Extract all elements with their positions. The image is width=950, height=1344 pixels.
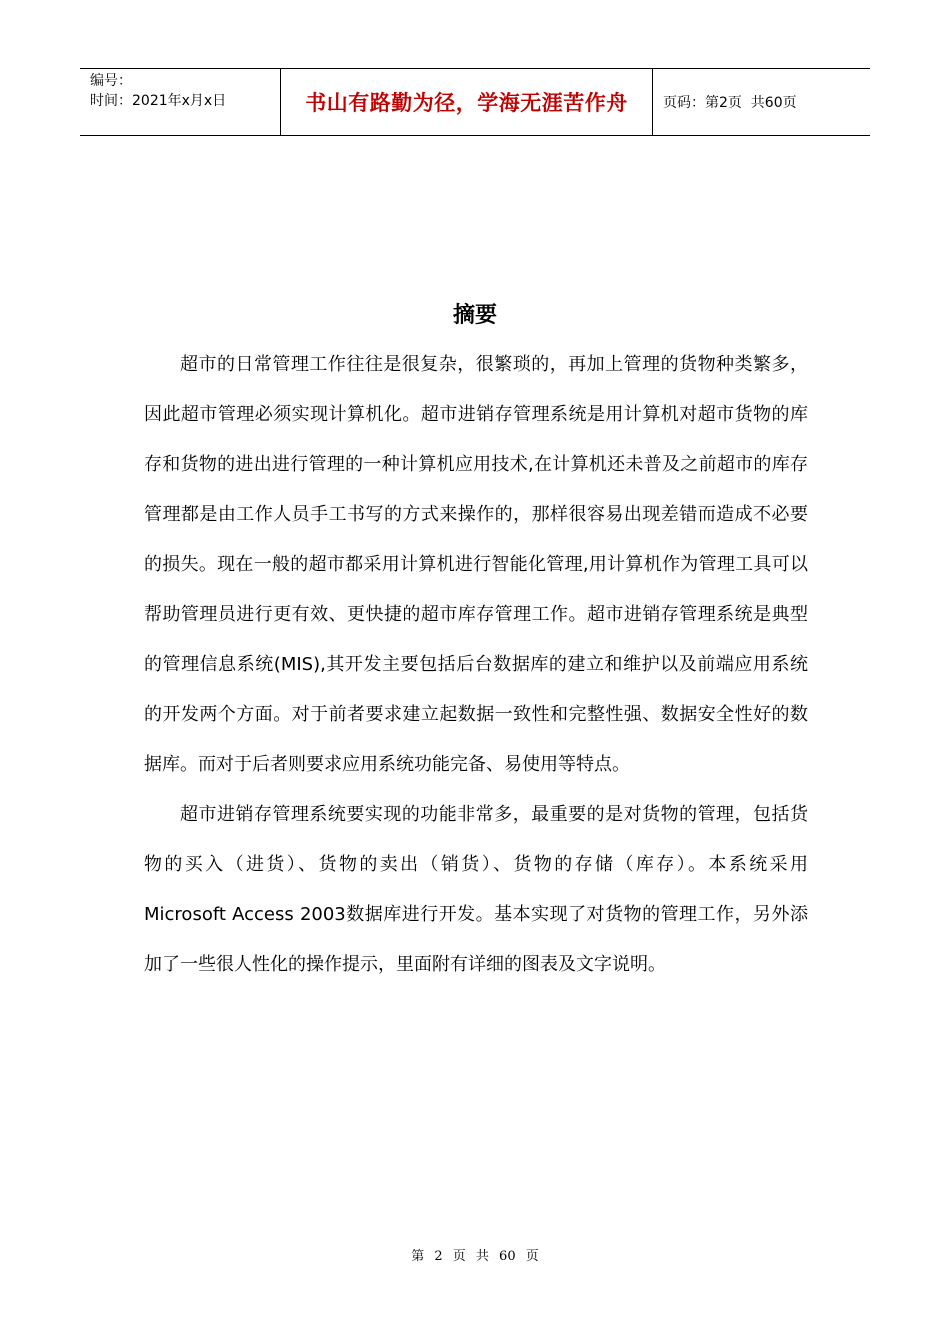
page-footer: 第 2 页 共 60 页 (411, 1249, 539, 1264)
abstract-paragraph-2: 超市进销存管理系统要实现的功能非常多，最重要的是对货物的管理，包括货物的买入（进货）、货物的卖出（销货）、货物的存储（库存）。本系统采用Microsoft Access 2003数据库进行开发。基本实现了对货物的管理工作，另外添加了一些很人性化的操作提示，里面附有详细的图表及文字说明。 (144, 804, 808, 975)
header-page-info: 页码：第2页 共60页 (663, 95, 797, 111)
document-number-label: 编号： (90, 73, 132, 89)
abstract-title: 摘要 (452, 303, 497, 328)
header-motto: 书山有路勤为径，学海无涯苦作舟 (281, 69, 653, 135)
header-table (80, 68, 870, 136)
abstract-paragraph-1: 超市的日常管理工作往往是很复杂，很繁琐的，再加上管理的货物种类繁多，因此超市管理必须实现计算机化。超市进销存管理系统是用计算机对超市货物的库存和货物的进出进行管理的一种计算机应用技术,在计算机还未普及之前超市的库存管理都是由工作人员手工书写的方式来操作的，那样很容易出现差错而造成不必要的损失。现在一般的超市都采用计算机进行智能化管理,用计算机作为管理工具可以帮助管理员进行更有效、更快捷的超市库存管理工作。超市进销存管理系统是典型的管理信息系统(MIS),其开发主要包括后台数据库的建立和维护以及前端应用系统的开发两个方面。对于前者要求建立起数据一致性和完整性强、数据安全性好的数据库。而对于后者则要求应用系统功能完备、易使用等特点。 (144, 354, 808, 775)
header-meta-cell (80, 69, 281, 135)
abstract-body (144, 340, 808, 990)
document-date-label: 时间：2021年x月x日 (90, 93, 227, 109)
